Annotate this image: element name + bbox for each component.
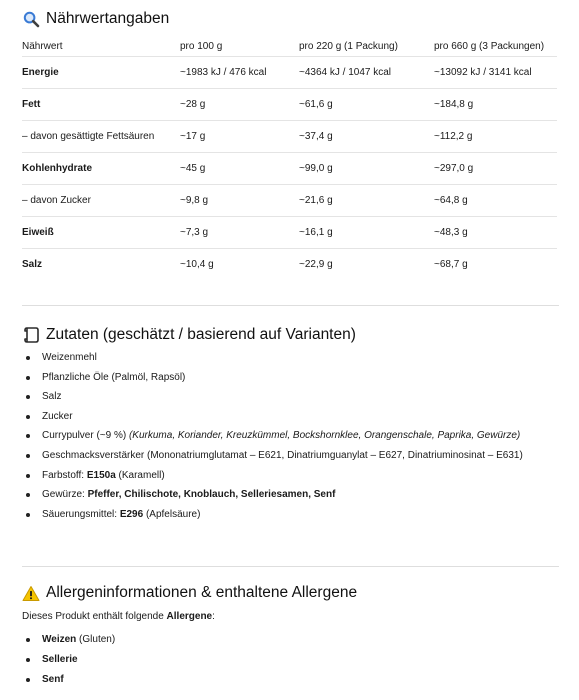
ingredient-text: Salz bbox=[42, 391, 62, 403]
value-per-220g: ~61,6 g bbox=[299, 99, 333, 110]
ingredient-detail: (Apfelsäure) bbox=[143, 508, 201, 520]
allergen-detail: (Gluten) bbox=[76, 634, 116, 645]
list-item bbox=[22, 387, 567, 407]
value-per-220g: ~21,6 g bbox=[299, 195, 333, 206]
table-row bbox=[22, 249, 557, 280]
nutrition-heading bbox=[22, 10, 169, 28]
value-per-220g: ~37,4 g bbox=[299, 131, 333, 142]
list-item bbox=[22, 650, 115, 670]
ingredient-text: Geschmacksverstärker (Mononatriumglutamat – E621, Dinatriumguanylat – E627, Dinatriuminosinat – E631) bbox=[42, 449, 523, 461]
nutrition-title: Nährwertangaben bbox=[46, 10, 170, 27]
value-per-100g: ~45 g bbox=[180, 163, 206, 174]
ingredient-emphasis: E296 bbox=[119, 508, 144, 520]
list-item bbox=[22, 446, 567, 466]
ingredients-title: Zutaten (geschätzt / basierend auf Varianten) bbox=[46, 326, 356, 343]
value-per-660g: ~184,8 g bbox=[434, 99, 474, 110]
list-item bbox=[22, 466, 567, 486]
ingredient-text: Farbstoff: bbox=[42, 469, 87, 481]
value-per-100g: ~1983 kJ / 476 kcal bbox=[180, 67, 267, 78]
section-divider bbox=[22, 566, 559, 567]
list-item bbox=[22, 407, 567, 427]
column-header-per-660g: pro 660 g (3 Packungen) bbox=[434, 40, 545, 52]
nutrient-label: Energie bbox=[22, 67, 59, 78]
allergen-name: Senf bbox=[42, 674, 64, 685]
table-header-row bbox=[22, 36, 557, 57]
ingredient-emphasis: Pfeffer, Chilischote, Knoblauch, Selleriesamen, Senf bbox=[87, 489, 336, 501]
value-per-660g: ~297,0 g bbox=[434, 163, 474, 174]
table-row bbox=[22, 121, 557, 153]
nutrient-label: Kohlenhydrate bbox=[22, 163, 93, 174]
list-item bbox=[22, 670, 115, 690]
ingredient-detail: (Kurkuma, Koriander, Kreuzkümmel, Bockshornklee, Orangenschale, Paprika, Gewürze) bbox=[128, 430, 521, 442]
ingredient-detail: (Karamell) bbox=[115, 469, 165, 481]
scroll-icon bbox=[22, 326, 40, 344]
table-row bbox=[22, 89, 557, 121]
nutrition-table bbox=[22, 36, 557, 280]
allergens-title: Allergeninformationen & enthaltene Allergene bbox=[46, 584, 358, 601]
value-per-220g: ~99,0 g bbox=[299, 163, 333, 174]
list-item bbox=[22, 348, 567, 368]
allergens-heading bbox=[22, 584, 357, 602]
value-per-100g: ~7,3 g bbox=[180, 227, 209, 238]
value-per-100g: ~17 g bbox=[180, 131, 206, 142]
table-row bbox=[22, 185, 557, 217]
list-item bbox=[22, 368, 567, 388]
allergen-intro-emphasis: Allergene bbox=[166, 611, 213, 622]
nutrient-label: Eiweiß bbox=[22, 227, 54, 238]
ingredient-text: Gewürze: bbox=[42, 489, 88, 501]
allergen-intro-text: Dieses Produkt enthält folgende bbox=[22, 611, 167, 622]
value-per-220g: ~22,9 g bbox=[299, 259, 333, 270]
ingredients-heading bbox=[22, 326, 356, 344]
nutrient-label: Fett bbox=[22, 99, 41, 110]
value-per-100g: ~28 g bbox=[180, 99, 206, 110]
ingredient-text: Currypulver (~9 %) bbox=[42, 430, 129, 442]
value-per-660g: ~13092 kJ / 3141 kcal bbox=[434, 67, 532, 78]
nutrient-label: – davon Zucker bbox=[22, 195, 91, 206]
ingredient-text: Säuerungsmittel: bbox=[42, 508, 120, 520]
column-header-per-100g: pro 100 g bbox=[180, 40, 223, 52]
ingredient-text: Pflanzliche Öle (Palmöl, Rapsöl) bbox=[42, 371, 186, 383]
allergen-name: Sellerie bbox=[42, 654, 78, 665]
ingredient-text: Zucker bbox=[42, 410, 73, 422]
list-item bbox=[22, 426, 567, 446]
value-per-100g: ~9,8 g bbox=[180, 195, 209, 206]
table-row bbox=[22, 57, 557, 89]
table-row bbox=[22, 217, 557, 249]
list-item bbox=[22, 505, 567, 525]
value-per-660g: ~48,3 g bbox=[434, 227, 468, 238]
column-header-nutrient: Nährwert bbox=[22, 40, 63, 52]
value-per-660g: ~112,2 g bbox=[434, 131, 473, 142]
nutrient-label: Salz bbox=[22, 259, 43, 270]
value-per-660g: ~64,8 g bbox=[434, 195, 468, 206]
allergen-name: Weizen bbox=[42, 634, 77, 645]
list-item bbox=[22, 485, 567, 505]
ingredient-text: Weizenmehl bbox=[42, 352, 97, 363]
allergen-intro-colon: : bbox=[212, 611, 215, 622]
value-per-660g: ~68,7 g bbox=[434, 259, 468, 270]
value-per-100g: ~10,4 g bbox=[180, 259, 214, 270]
allergen-list bbox=[22, 630, 115, 690]
warning-icon bbox=[22, 584, 40, 602]
value-per-220g: ~16,1 g bbox=[299, 227, 333, 238]
ingredient-emphasis: E150a bbox=[86, 469, 116, 481]
nutrient-label: – davon gesättigte Fettsäuren bbox=[22, 131, 155, 142]
ingredients-list bbox=[22, 348, 567, 524]
table-row bbox=[22, 153, 557, 185]
list-item bbox=[22, 630, 115, 650]
section-divider bbox=[22, 305, 559, 306]
magnifier-icon bbox=[22, 10, 40, 28]
value-per-220g: ~4364 kJ / 1047 kcal bbox=[299, 67, 392, 78]
column-header-per-220g: pro 220 g (1 Packung) bbox=[299, 40, 398, 52]
allergen-intro bbox=[22, 611, 215, 622]
